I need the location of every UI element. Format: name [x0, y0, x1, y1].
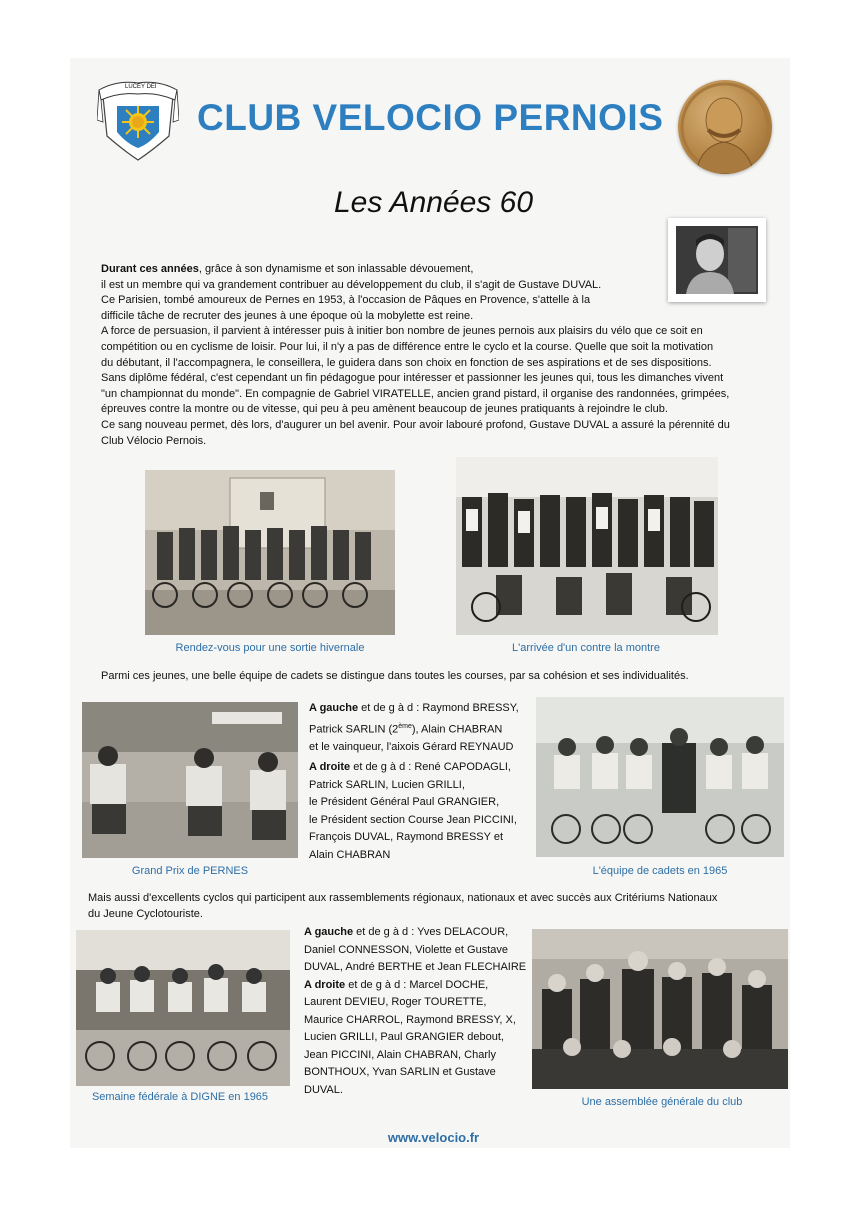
photo-cadets-team-1965 — [536, 697, 784, 857]
names-line: Maurice CHARROL, Raymond BRESSY, X, — [304, 1013, 516, 1026]
names-line: et de g à d : Raymond BRESSY, — [358, 702, 519, 714]
names-line: ), Alain CHABRAN — [411, 723, 503, 736]
photo-semaine-federale-digne — [76, 930, 290, 1086]
names-line: et de g à d : Yves DELACOUR, — [353, 926, 509, 938]
names-line: le Président Général Paul GRANGIER, — [309, 796, 500, 809]
names-line: BONTHOUX, Yvan SARLIN et Gustave — [304, 1066, 496, 1078]
names-line: Daniel CONNESSON, Violette et Gustave — [304, 943, 508, 956]
names-line: et de g à d : Marcel DOCHE, — [345, 978, 489, 991]
names-line: le Président section Course Jean PICCINI, — [309, 813, 517, 826]
right-label: A droite — [309, 761, 351, 774]
intro-line: du débutant, il l'accompagnera, le conseillera, le guidera dans son choix en fonction de ses aspirations et de ses dispositions. — [101, 356, 712, 369]
photo-winter-ride — [145, 470, 395, 635]
intro-line: Ce Parisien, tombé amoureux de Pernes en 1953, à l'occasion de Pâques en Provence, s'attelle à la — [101, 294, 591, 307]
intro-line: il est un membre qui va grandement contribuer au développement du club, il s'agit de Gustave DUVAL. — [101, 278, 602, 291]
intro-line: "un championnat du monde". En compagnie de Gabriel VIRATELLE, ancien grand pistard, il organise des randonnées, grimpées, — [101, 387, 730, 400]
logo-banner-text: LUCEY DEI — [125, 84, 157, 90]
cadets-paragraph: Parmi ces jeunes, une belle équipe de cadets se distingue dans toutes les courses, par sa cohésion et ses individualités. — [101, 670, 689, 682]
caption-grand-prix-pernes: Grand Prix de PERNES — [131, 865, 249, 877]
caption-general-assembly: Une assemblée générale du club — [581, 1096, 743, 1108]
intro-line: A force de persuasion, il parvient à intéresser puis à initier bon nombre de jeunes pernois aux plaisirs du vélo que ce soit en — [101, 325, 703, 338]
bronze-medal-portrait-icon — [678, 80, 772, 174]
names-line: Patrick SARLIN (2 — [309, 723, 399, 736]
cyclos-paragraph — [88, 891, 717, 922]
names-line: Alain CHABRAN — [309, 848, 391, 861]
photo-grand-prix-pernes — [82, 702, 298, 858]
paragraph-line: Mais aussi d'excellents cyclos qui participent aux rassemblements régionaux, nationaux et avec succès aux Critériums Nationaux — [88, 892, 718, 904]
names-line: et le vainqueur, l'aixois Gérard REYNAUD — [309, 740, 514, 753]
names-line: François DUVAL, Raymond BRESSY et — [309, 831, 504, 844]
caption-winter-ride: Rendez-vous pour une sortie hivernale — [175, 642, 365, 654]
left-label: A gauche — [309, 702, 359, 714]
intro-line: compétition ou en cyclisme de loisir. Pour lui, il n'y a pas de différence entre le cyclo et la course. Quelle que soit la motivation — [101, 340, 714, 353]
page-title: Les Années 60 — [333, 186, 534, 219]
superscript: ème — [398, 722, 412, 730]
intro-line: , grâce à son dynamisme et son inlassable dévouement, — [198, 263, 474, 275]
intro-line: épreuves contre la montre ou de vitesse, qui peu à peu amènent beaucoup de jeunes pratiquants à rejoindre le club. — [101, 403, 668, 416]
names-line: DUVAL. — [304, 1083, 343, 1096]
names-line: Patrick SARLIN, Lucien GRILLI, — [309, 778, 465, 791]
website-link[interactable]: www.velocio.fr — [387, 1130, 480, 1145]
caption-time-trial-arrival: L'arrivée d'un contre la montre — [512, 642, 660, 654]
intro-lead: Durant ces années — [101, 263, 199, 275]
intro-line: difficile tâche de recruter des jeunes à une époque où la mobylette est reine. — [101, 309, 474, 322]
cadets-names-block — [309, 700, 529, 864]
names-line: Jean PICCINI, Alain CHABRAN, Charly — [304, 1048, 496, 1061]
right-label: A droite — [304, 978, 346, 991]
photo-time-trial-arrival — [456, 457, 718, 635]
names-line: Laurent DEVIEU, Roger TOURETTE, — [304, 996, 487, 1008]
intro-text — [101, 262, 791, 449]
photo-general-assembly — [532, 929, 788, 1089]
paragraph-line: du Jeune Cyclotouriste. — [88, 907, 203, 920]
intro-line: Sans diplôme fédéral, c'est cependant un fin pédagogue pour intéresser et passionner les jeunes qui, tous les dimanches vivent — [101, 372, 724, 385]
names-line: Lucien GRILLI, Paul GRANGIER debout, — [304, 1031, 504, 1043]
names-line: et de g à d : René CAPODAGLI, — [350, 761, 511, 774]
cyclos-names-block — [304, 924, 534, 1099]
club-title: CLUB VELOCIO PERNOIS — [197, 97, 664, 138]
caption-semaine-federale-digne: Semaine fédérale à DIGNE en 1965 — [91, 1091, 269, 1103]
intro-line: Club Vélocio Pernois. — [101, 434, 207, 447]
left-label: A gauche — [304, 926, 354, 938]
club-logo — [97, 80, 179, 164]
caption-cadets-team-1965: L'équipe de cadets en 1965 — [592, 865, 728, 877]
intro-line: Ce sang nouveau permet, dès lors, d'augurer un bel avenir. Pour avoir labouré profond, Gustave DUVAL a assuré la pérennité du — [101, 418, 730, 431]
names-line: DUVAL, André BERTHE et Jean FLECHAIRE — [304, 961, 527, 973]
